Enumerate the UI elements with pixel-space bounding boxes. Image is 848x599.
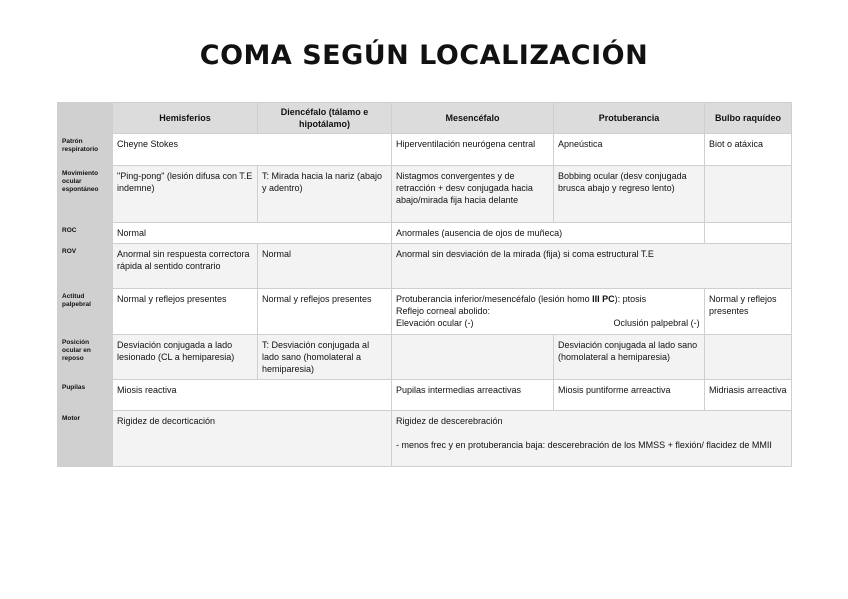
row-label: Movimiento ocular espontáneo [58, 166, 113, 223]
actitud-line-ptosis: Protuberancia inferior/mesencéfalo (lesión homo III PC): ptosis [396, 294, 647, 304]
cell-diencefalo: Normal [258, 244, 392, 289]
cell-mesencefalo: Hiperventilación neurógena central [392, 134, 554, 166]
row-label: Motor [58, 411, 113, 467]
row-label: Posición ocular en reposo [58, 335, 113, 380]
cell-bulbo [705, 166, 792, 223]
row-rov [58, 244, 792, 289]
cell-bulbo: Normal y reflejos presentes [705, 289, 792, 335]
cell-hemisferios: "Ping-pong" (lesión difusa con T.E indemne) [113, 166, 258, 223]
cell-diencefalo: Normal y reflejos presentes [258, 289, 392, 335]
cell-bulbo: Biot o atáxica [705, 134, 792, 166]
cell-protuberancia: Desviación conjugada al lado sano (homolateral a hemiparesia) [554, 335, 705, 380]
row-label: Actitud palpebral [58, 289, 113, 335]
cell-protuberancia: Apneústica [554, 134, 705, 166]
cell-hemisferios: Anormal sin respuesta correctora rápida al sentido contrario [113, 244, 258, 289]
cell-hemisferios: Normal y reflejos presentes [113, 289, 258, 335]
cell-actitud-tronco [392, 289, 705, 335]
cell-mesencefalo: Pupilas intermedias arreactivas [392, 380, 554, 411]
row-actitud-palpebral [58, 289, 792, 335]
cell-roc-normal: Normal [113, 223, 392, 244]
nervio-label: III PC [592, 294, 615, 304]
header-row [58, 103, 792, 134]
actitud-line-elevacion: Elevación ocular (-) Oclusión palpebral (-) [396, 318, 700, 328]
cell-rov-anormal: Anormal sin desviación de la mirada (fija) si coma estructural T.E [392, 244, 792, 289]
row-roc [58, 223, 792, 244]
row-movimiento-ocular [58, 166, 792, 223]
cell-protuberancia: Bobbing ocular (desv conjugada brusca abajo y regreso lento) [554, 166, 705, 223]
row-pupilas [58, 380, 792, 411]
actitud-line-reflejo: Reflejo corneal abolido: [396, 306, 491, 316]
header-hemisferios: Hemisferios [113, 103, 258, 134]
motor-line-1: Rigidez de descerebración [396, 416, 503, 426]
page-title: COMA SEGÚN LOCALIZACIÓN [199, 40, 649, 71]
cell-bulbo: Midriasis arreactiva [705, 380, 792, 411]
cell-protuberancia: Miosis puntiforme arreactiva [554, 380, 705, 411]
header-corner [58, 103, 113, 134]
motor-line-2: - menos frec y en protuberancia baja: descerebración de los MMSS + flexión/ flacidez de MMII [396, 440, 772, 450]
row-motor [58, 411, 792, 467]
header-protuberancia: Protuberancia [554, 103, 705, 134]
row-label: Patrón respiratorio [58, 134, 113, 166]
row-label: ROC [58, 223, 113, 244]
cell-bulbo [705, 223, 792, 244]
cell-diencefalo: T: Mirada hacia la nariz (abajo y adentro) [258, 166, 392, 223]
header-mesencefalo: Mesencéfalo [392, 103, 554, 134]
header-bulbo: Bulbo raquídeo [705, 103, 792, 134]
cell-hemisferios: Miosis reactiva [113, 380, 392, 411]
coma-table [57, 102, 792, 467]
cell-diencefalo: T: Desviación conjugada al lado sano (homolateral a hemiparesia) [258, 335, 392, 380]
cell-motor-descerebracion [392, 411, 792, 467]
row-label: Pupilas [58, 380, 113, 411]
cell-mesencefalo: Nistagmos convergentes y de retracción + desv conjugada hacia abajo/mirada fija hacia delante [392, 166, 554, 223]
header-diencefalo: Diencéfalo (tálamo e hipotálamo) [258, 103, 392, 134]
row-label: ROV [58, 244, 113, 289]
cell-bulbo [705, 335, 792, 380]
row-patron-respiratorio [58, 134, 792, 166]
cell-roc-anormal: Anormales (ausencia de ojos de muñeca) [392, 223, 705, 244]
cell-mesencefalo [392, 335, 554, 380]
cell-hemisferios: Cheyne Stokes [113, 134, 392, 166]
cell-motor-decorticacion: Rigidez de decorticación [113, 411, 392, 467]
row-posicion-ocular [58, 335, 792, 380]
cell-hemisferios: Desviación conjugada a lado lesionado (CL a hemiparesia) [113, 335, 258, 380]
